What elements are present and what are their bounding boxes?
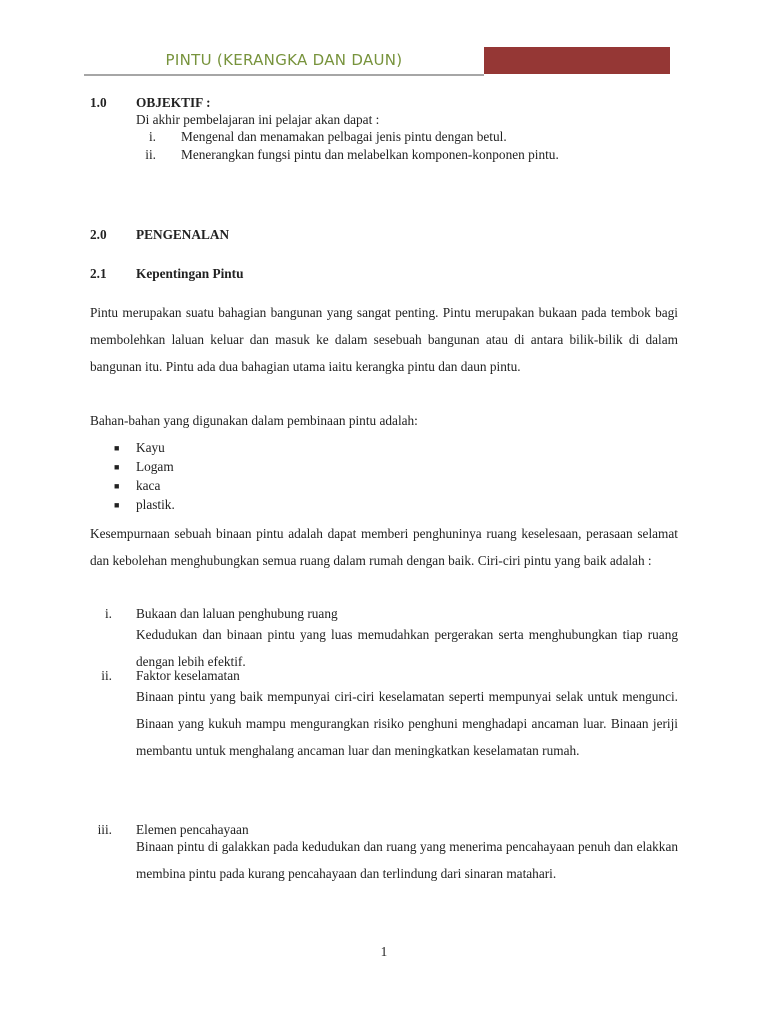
feature-desc: Binaan pintu di galakkan pada kedudukan dan ruang yang menerima pencahayaan penuh dan elakkan membina pintu pada kurang pencahayaan dan terlindung dari sinaran matahari.	[136, 839, 678, 881]
bullet-icon: ■	[114, 462, 120, 472]
bullet-icon: ■	[114, 443, 120, 453]
feature-title: Bukaan dan laluan penghubung ruang	[136, 606, 338, 621]
feature-title: Faktor keselamatan	[136, 668, 240, 683]
objective-item-num: ii.	[145, 147, 156, 162]
objective-item-text: Menerangkan fungsi pintu dan melabelkan komponen-konponen pintu.	[181, 147, 559, 162]
bullet-icon: ■	[114, 481, 120, 491]
section-1-number: 1.0	[90, 95, 107, 110]
section-21-number: 2.1	[90, 266, 107, 281]
materials-intro: Bahan-bahan yang digunakan dalam pembinaan pintu adalah:	[90, 413, 418, 428]
feature-num: ii.	[101, 668, 112, 683]
feature-title: Elemen pencahayaan	[136, 822, 249, 837]
material-item: kaca	[136, 478, 161, 493]
header-title: PINTU (KERANGKA DAN DAUN)	[165, 51, 403, 69]
feature-desc: Kedudukan dan binaan pintu yang luas memudahkan pergerakan serta menghubungkan tiap ruang dengan lebih efektif.	[136, 627, 678, 669]
objective-item-text: Mengenal dan menamakan pelbagai jenis pintu dengan betul.	[181, 129, 507, 144]
page-number: 1	[380, 944, 388, 959]
section-1-intro: Di akhir pembelajaran ini pelajar akan dapat :	[136, 112, 380, 127]
objective-item-num: i.	[148, 129, 156, 144]
feature-num: iii.	[97, 822, 112, 837]
section-2-heading: PENGENALAN	[136, 227, 230, 242]
header-accent-bar	[484, 47, 670, 74]
feature-desc: Binaan pintu yang baik mempunyai ciri-ciri keselamatan seperti mempunyai selak untuk mengunci. Binaan yang kukuh mampu mengurangkan risiko penghuni menghadapi ancaman luar. Binaan jeriji membantu untuk menghalang ancaman luar dan meningkatkan keselamatan rumah.	[136, 689, 678, 758]
section-2-number: 2.0	[90, 227, 107, 242]
bullet-icon: ■	[114, 500, 120, 510]
section-21-heading: Kepentingan Pintu	[136, 266, 244, 281]
features-paragraph: Kesempurnaan sebuah binaan pintu adalah dapat memberi penghuninya ruang keselesaan, perasaan selamat dan kebolehan menghubungkan semua ruang dalam rumah dengan baik. Ciri-ciri pintu yang baik adalah :	[90, 526, 678, 568]
material-item: plastik.	[136, 497, 175, 512]
intro-paragraph: Pintu merupakan suatu bahagian bangunan yang sangat penting. Pintu merupakan bukaan pada tembok bagi membolehkan laluan keluar dan masuk ke dalam sesebuah bangunan atau di antara bilik-bilik di dalam bangunan itu. Pintu ada dua bahagian utama iaitu kerangka pintu dan daun pintu.	[90, 305, 678, 374]
section-1-heading: OBJEKTIF :	[136, 95, 211, 110]
header-rule	[84, 74, 484, 76]
material-item: Logam	[136, 459, 174, 474]
material-item: Kayu	[136, 440, 165, 455]
feature-num: i.	[104, 606, 112, 621]
